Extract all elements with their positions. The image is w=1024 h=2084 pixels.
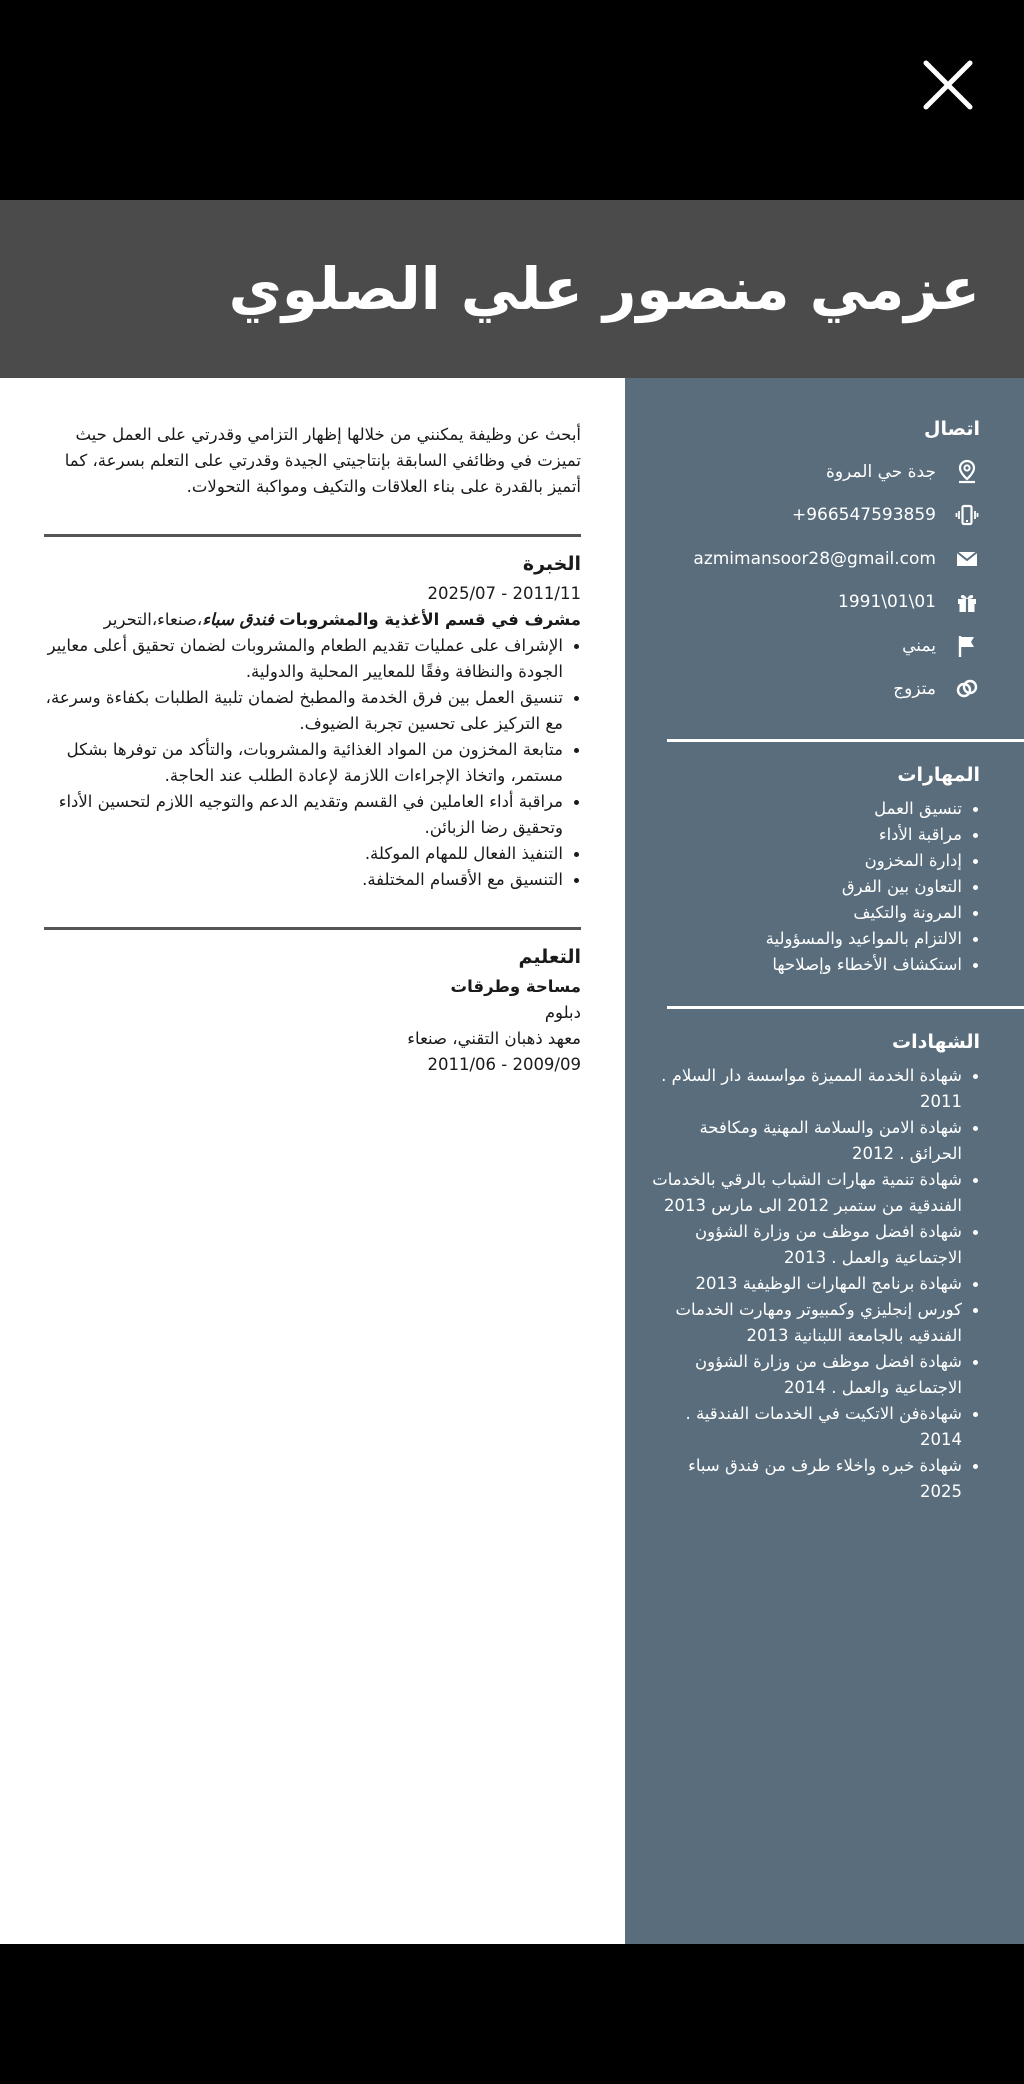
phone-value: +966547593859	[791, 505, 936, 526]
company-name: فندق سباء	[202, 610, 274, 629]
person-name: عزمي منصور علي الصلوي	[228, 255, 980, 323]
certificate-item: شهادة برنامج المهارات الوظيفية 2013	[649, 1271, 980, 1297]
rings-icon	[954, 676, 980, 702]
location-value: جدة حي المروة	[825, 461, 936, 482]
certificate-item: شهادة خبره واخلاء طرف من فندق سباء 2025	[649, 1453, 980, 1505]
viewer-bottom-bar	[0, 1944, 1024, 2084]
experience-section	[44, 537, 581, 893]
duty-item: الإشراف على عمليات تقديم الطعام والمشروبات لضمان تحقيق أعلى معايير الجودة والنظافة وفقًا للمعايير المحلية والدولية.	[44, 633, 581, 685]
contact-birthdate	[649, 581, 980, 625]
name-header	[0, 200, 1024, 378]
duty-item: التنفيذ الفعال للمهام الموكلة.	[44, 841, 581, 867]
contact-section	[649, 418, 980, 711]
resume-main	[44, 378, 581, 1944]
skill-item: التعاون بين الفرق	[649, 874, 980, 900]
close-icon	[918, 55, 978, 115]
job-title: مشرف في قسم الأغذية والمشروبات	[279, 610, 581, 629]
nationality-value: يمني	[902, 635, 936, 656]
contact-email	[649, 537, 980, 581]
skill-item: المرونة والتكيف	[649, 900, 980, 926]
duty-item: متابعة المخزون من المواد الغذائية والمشروبات، والتأكد من توفرها بشكل مستمر، واتخاذ الإجراءات اللازمة لإعادة الطلب عند الحاجة.	[44, 737, 581, 789]
education-institute: معهد ذهبان التقني، صنعاء	[407, 1029, 581, 1048]
summary-text: أبحث عن وظيفة يمكنني من خلالها إظهار التزامي وقدرتي على العمل حيث تميزت في وظائفي السابقة بإنتاجيتي الجيدة وقدرتي على التعلم بسرعة، كما أتميز بالقدرة على بناء العلاقات والتكيف ومواكبة التحولات.	[64, 425, 581, 496]
duty-item: مراقبة أداء العاملين في القسم وتقديم الدعم والتوجيه اللازم لتحسين الأداء وتحقيق رضا الزبائن.	[44, 789, 581, 841]
duty-item: تنسيق العمل بين فرق الخدمة والمطبخ لضمان تلبية الطلبات بكفاءة وسرعة، مع التركيز على تحسين تجربة الضيوف.	[44, 685, 581, 737]
contact-heading: اتصال	[924, 418, 980, 440]
close-button[interactable]	[918, 55, 978, 115]
experience-duties	[44, 633, 581, 893]
certificates-list	[649, 1063, 980, 1505]
marital-status-value: متزوج	[893, 679, 936, 700]
certificate-item: شهادة افضل موظف من وزارة الشؤون الاجتماعية والعمل . 2013	[649, 1219, 980, 1271]
contact-nationality	[649, 624, 980, 668]
experience-heading: الخبرة	[522, 553, 581, 575]
certificate-item: كورس إنجليزي وكمبيوتر ومهارت الخدمات الفندقيه بالجامعة اللبنانية 2013	[649, 1297, 980, 1349]
skill-item: استكشاف الأخطاء وإصلاحها	[649, 952, 980, 978]
skills-section	[649, 742, 980, 978]
certificate-item: شهادة الخدمة المميزة مواسسة دار السلام . 2011	[649, 1063, 980, 1115]
envelope-icon	[954, 546, 980, 572]
certificate-item: شهادة تنمية مهارات الشباب بالرقي بالخدمات الفندقية من ستمبر 2012 الى مارس 2013	[649, 1167, 980, 1219]
gift-icon	[954, 589, 980, 615]
location-pin-icon	[954, 459, 980, 485]
contact-phone	[649, 494, 980, 538]
skill-item: الالتزام بالمواعيد والمسؤولية	[649, 926, 980, 952]
experience-role	[44, 607, 581, 633]
job-location: ،صنعاء،التحرير	[103, 610, 203, 629]
flag-icon	[954, 633, 980, 659]
viewer-top-bar	[0, 0, 1024, 200]
duty-item: التنسيق مع الأقسام المختلفة.	[44, 867, 581, 893]
certificate-item: شهادةفن الاتكيت في الخدمات الفندقية . 2014	[649, 1401, 980, 1453]
education-field: مساحة وطرقات	[450, 977, 581, 996]
education-section	[44, 930, 581, 1078]
email-value[interactable]: azmimansoor28@gmail.com	[693, 548, 936, 569]
certificate-item: شهادة الامن والسلامة المهنية ومكافحة الحرائق . 2012	[649, 1115, 980, 1167]
education-heading: التعليم	[518, 946, 581, 968]
education-degree: دبلوم	[544, 1003, 581, 1022]
skill-item: تنسيق العمل	[649, 796, 980, 822]
certificates-section	[649, 1009, 980, 1505]
skill-item: مراقبة الأداء	[649, 822, 980, 848]
experience-dates: 2025/07 - 2011/11	[427, 584, 581, 603]
contact-location	[649, 450, 980, 494]
resume-page	[0, 378, 1024, 1944]
certificates-heading: الشهادات	[891, 1031, 980, 1053]
education-dates: 2011/06 - 2009/09	[427, 1055, 581, 1074]
contact-marital-status	[649, 668, 980, 712]
phone-vibrate-icon	[954, 502, 980, 528]
resume-sidebar	[625, 378, 1024, 1944]
skill-item: إدارة المخزون	[649, 848, 980, 874]
skills-heading: المهارات	[897, 764, 980, 786]
certificate-item: شهادة افضل موظف من وزارة الشؤون الاجتماعية والعمل . 2014	[649, 1349, 980, 1401]
skills-list	[649, 796, 980, 978]
birthdate-value: 1991\01\01	[838, 592, 936, 613]
